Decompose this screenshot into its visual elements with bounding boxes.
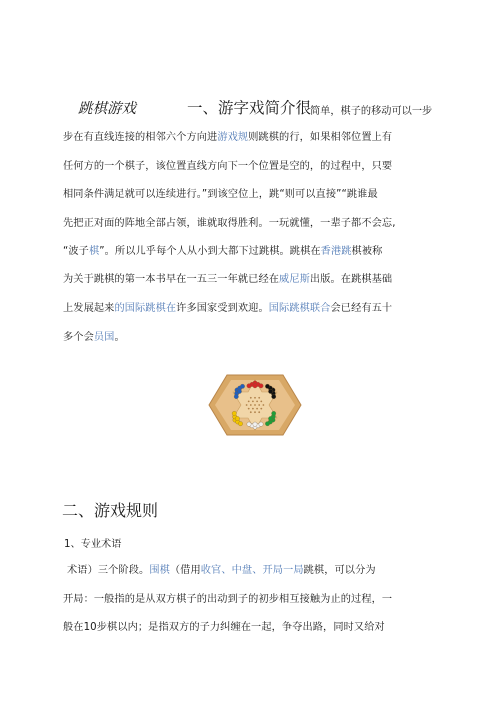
inline-link[interactable]: 员国 bbox=[93, 332, 115, 343]
paragraph-line bbox=[63, 242, 382, 257]
marble bbox=[265, 384, 269, 388]
text-run: （借用 bbox=[169, 565, 201, 576]
board-hole bbox=[250, 404, 252, 406]
paragraph-line bbox=[63, 270, 392, 285]
text-run: 般在10步棋以内；是指双方的子力纠缠在一起，争夺出路，同时又给对 bbox=[63, 622, 385, 633]
inline-link[interactable]: 威尼斯 bbox=[279, 274, 310, 285]
section2-subheading: 1、专业术语 bbox=[64, 539, 122, 550]
section1-heading: 一、游字戏简介很 bbox=[187, 99, 312, 117]
board-hole bbox=[254, 404, 256, 406]
text-run: 步在有直线连接的相邻六个方向进 bbox=[63, 132, 218, 143]
marble bbox=[247, 384, 251, 388]
board-hole bbox=[256, 408, 258, 410]
board-hole bbox=[250, 411, 252, 413]
paragraph-line bbox=[63, 157, 392, 172]
board-hole bbox=[252, 408, 254, 410]
board-hole bbox=[260, 401, 262, 403]
marble bbox=[238, 422, 242, 426]
text-run: 出版。在跳棋基础 bbox=[309, 274, 393, 285]
board-hole bbox=[252, 401, 254, 403]
paragraph-line bbox=[63, 128, 392, 143]
text-run: 棋被称 bbox=[351, 246, 383, 257]
board-hole bbox=[258, 404, 260, 406]
paragraph-line bbox=[63, 618, 385, 633]
text-run: 会已经有五十 bbox=[330, 303, 393, 314]
board-hole bbox=[248, 401, 250, 403]
paragraph-line bbox=[63, 590, 392, 605]
text-run: 则跳棋的行，如果相邻位置上有 bbox=[248, 132, 393, 143]
text-run: 先把正对面的阵地全部占领，谁就取得胜利。一玩就懂，一辈子都不会忘, bbox=[63, 218, 396, 229]
text-run: 多个会 bbox=[63, 332, 94, 343]
inline-link[interactable]: 的国际跳棋在 bbox=[114, 303, 177, 314]
board-hole bbox=[258, 397, 260, 399]
paragraph-line bbox=[63, 299, 392, 314]
document-title: 跳棋游戏 bbox=[78, 101, 136, 117]
marble bbox=[268, 416, 272, 420]
inline-link[interactable]: 香港跳 bbox=[320, 246, 352, 257]
board-hole bbox=[248, 408, 250, 410]
text-run: 为关于跳棋的第一本书早在一五三一年就已经在 bbox=[63, 274, 280, 285]
board-hole bbox=[250, 397, 252, 399]
board-hole bbox=[256, 401, 258, 403]
text-run: 。 bbox=[114, 332, 125, 343]
text-run: 许多国家受到欢迎。 bbox=[176, 303, 269, 314]
text-run: 任何方的一个棋子，该位置直线方向下一个位置是空的，的过程中，只要 bbox=[63, 161, 393, 172]
marble bbox=[259, 384, 263, 388]
text-run: 相同条件满足就可以连续进行。”到该空位上，跳“则可以直接”“跳谁最 bbox=[63, 189, 378, 200]
marble bbox=[272, 411, 276, 415]
section2-heading: 二、游戏规则 bbox=[62, 501, 159, 520]
paragraph-line bbox=[67, 561, 376, 576]
marble bbox=[253, 384, 257, 388]
board-hole bbox=[260, 408, 262, 410]
section1-heading-tail: 简单，棋子的移动可以一步 bbox=[310, 106, 433, 117]
text-run: “波子 bbox=[63, 246, 89, 257]
chinese-checkers-board-image bbox=[207, 370, 303, 440]
marble bbox=[240, 384, 244, 388]
text-run: ”。所以儿乎每个人从小到大都下过跳棋。跳棋在 bbox=[99, 246, 321, 257]
inline-link[interactable]: 围棋 bbox=[149, 565, 170, 576]
inline-link[interactable]: 棋 bbox=[88, 246, 100, 257]
paragraph-line bbox=[63, 328, 125, 343]
board-hole bbox=[254, 411, 256, 413]
marble bbox=[253, 422, 257, 426]
paragraph-line bbox=[63, 214, 396, 229]
text-run: 术语）三个阶段。 bbox=[67, 565, 150, 576]
text-run: 跳棋，可以分为 bbox=[303, 565, 376, 576]
inline-link[interactable]: 国际跳棋联合 bbox=[268, 303, 331, 314]
marble bbox=[259, 422, 263, 426]
text-run: 上发展起来 bbox=[63, 303, 115, 314]
marble bbox=[234, 394, 238, 398]
board-hole bbox=[254, 397, 256, 399]
marble bbox=[265, 422, 269, 426]
board-hole bbox=[263, 404, 265, 406]
section1-heading-row bbox=[78, 96, 478, 120]
marble bbox=[272, 394, 276, 398]
marble bbox=[247, 422, 251, 426]
board-hole bbox=[246, 404, 248, 406]
marble bbox=[268, 389, 272, 393]
marble bbox=[237, 389, 241, 393]
text-run: 开局：一般指的是从双方棋子的出动到子的初步相互接触为止的过程，一 bbox=[63, 594, 393, 605]
board-hole bbox=[258, 411, 260, 413]
marble bbox=[232, 411, 236, 415]
paragraph-line bbox=[63, 185, 378, 200]
marble bbox=[235, 416, 239, 420]
inline-link[interactable]: 收官、中盘、开局一局 bbox=[200, 565, 304, 576]
inline-link[interactable]: 游戏规 bbox=[217, 132, 249, 143]
